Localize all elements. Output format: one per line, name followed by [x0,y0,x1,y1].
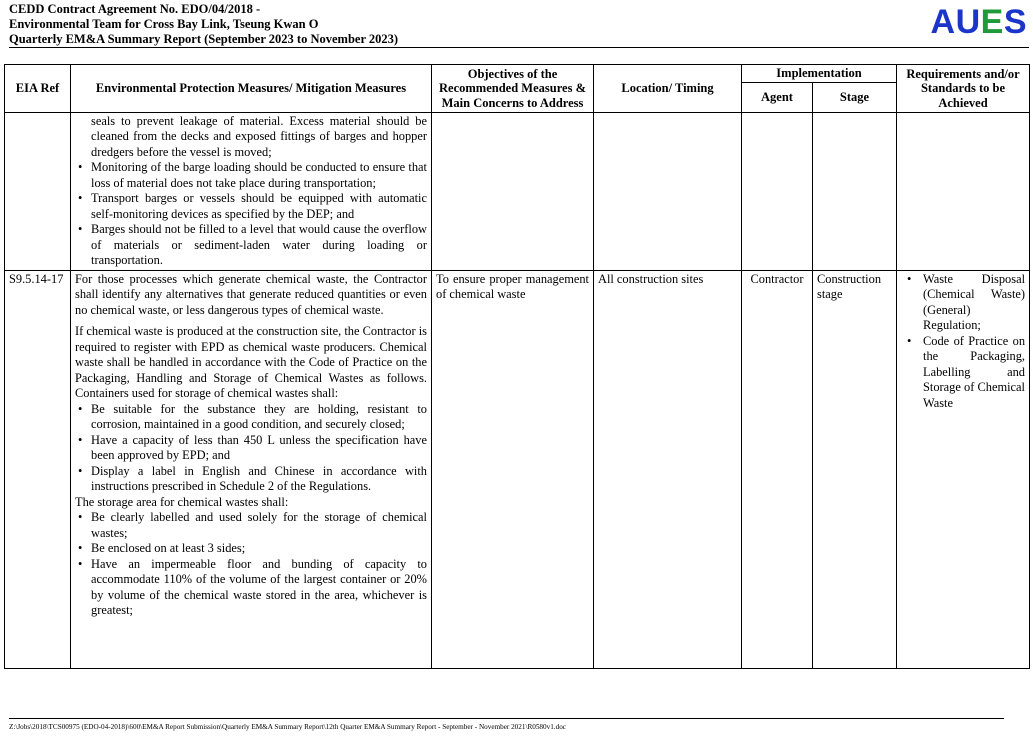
measures-cell [71,270,432,668]
header-divider [9,47,1029,48]
contract-title: CEDD Contract Agreement No. EDO/04/2018 - [9,2,261,16]
logo-part-e: E [980,3,1004,41]
storage-intro: The storage area for chemical wastes shall: [75,494,289,509]
list-item: • Transport barges or vessels should be equipped with automatic self-monitoring devices as specified by the DEP; and [75,191,427,222]
chemical-waste-para-2: If chemical waste is produced at the construction site, the Contractor is required to register with EPD as chemical waste producers. Chemical waste shall be handled in accordance with the Code of Practice on the Packaging, Handling and Storage of Chemical Wastes as follows. Containers used for storage of chemical wastes shall: [75,324,427,400]
header-row-1 [5,65,1030,83]
requirements-cell [897,270,1030,668]
table-row [5,270,1030,668]
list-item: • Waste Disposal (Chemical Waste) (General) Regulation; [901,272,1025,334]
requirements-cell [897,112,1030,270]
report-title: Quarterly EM&A Summary Report (September 2023 to November 2023) [9,32,399,46]
measures-cell [71,112,432,270]
eia-ref-cell: S9.5.14-17 [5,270,71,668]
col-header-stage: Stage [813,82,897,112]
list-item: • Display a label in English and Chinese in accordance with instructions prescribed in Schedule 2 of the Regulations. [75,464,427,495]
container-bullet-list [75,402,427,495]
location-cell: All construction sites [594,270,742,668]
page-header [9,2,1029,48]
col-header-implementation: Implementation [742,65,897,83]
logo-part-au: AU [930,3,981,41]
col-header-eia-ref: EIA Ref [5,65,71,113]
list-item: • Monitoring of the barge loading should be conducted to ensure that loss of material does not take place during transportation; [75,160,427,191]
continuation-text: seals to prevent leakage of material. Excess material should be cleaned from the decks and exposed fittings of barges and hopper dredgers before the vessel is moved; [91,113,427,159]
list-item: • Be suitable for the substance they are holding, resistant to corrosion, maintained in a good condition, and securely closed; [75,402,427,433]
col-header-agent: Agent [742,82,813,112]
aues-logo [931,4,1027,40]
logo-part-s: S [1003,3,1027,41]
col-header-measures: Environmental Protection Measures/ Mitigation Measures [71,65,432,113]
list-item: • Have a capacity of less than 450 L unless the specification have been approved by EPD; and [75,433,427,464]
storage-bullet-list [75,510,427,619]
chemical-waste-para-1: For those processes which generate chemical waste, the Contractor shall identify any alternatives that generate reduced quantities or even no chemical waste, or less dangerous types of chemical waste. [75,271,427,317]
footer-file-path: Z:\Jobs\2018\TCS00975 (EDO-04-2018)\600\EM&A Report Submission\Quarterly EM&A Summary Report\12th Quarter EM&A Summary Report - September - November 2021\R0580v1.doc [9,723,566,731]
team-title: Environmental Team for Cross Bay Link, Tseung Kwan O [9,17,319,31]
location-cell [594,112,742,270]
agent-cell: Contractor [742,270,813,668]
list-item: • Be clearly labelled and used solely for the storage of chemical wastes; [75,510,427,541]
requirements-list [901,272,1025,412]
eia-ref-cell [5,112,71,270]
col-header-location: Location/ Timing [594,65,742,113]
list-item: • Code of Practice on the Packaging, Labelling and Storage of Chemical Waste [901,334,1025,412]
footer-divider [9,718,1004,719]
agent-cell [742,112,813,270]
objectives-cell: To ensure proper management of chemical waste [432,270,594,668]
col-header-objectives: Objectives of the Recommended Measures & Main Concerns to Address [432,65,594,113]
col-header-requirements: Requirements and/or Standards to be Achieved [897,65,1030,113]
mitigation-measures-table [4,64,1030,669]
list-item: • Be enclosed on at least 3 sides; [75,541,427,557]
table-row [5,112,1030,270]
stage-cell: Construction stage [813,270,897,668]
list-item: • Barges should not be filled to a level that would cause the overflow of materials or sediment-laden water during loading or transportation. [75,222,427,269]
objectives-cell [432,112,594,270]
list-item: • Have an impermeable floor and bunding of capacity to accommodate 110% of the volume of the largest container or 20% by volume of the chemical waste stored in the area, whichever is greatest; [75,557,427,619]
barge-bullet-list [75,160,427,269]
stage-cell [813,112,897,270]
